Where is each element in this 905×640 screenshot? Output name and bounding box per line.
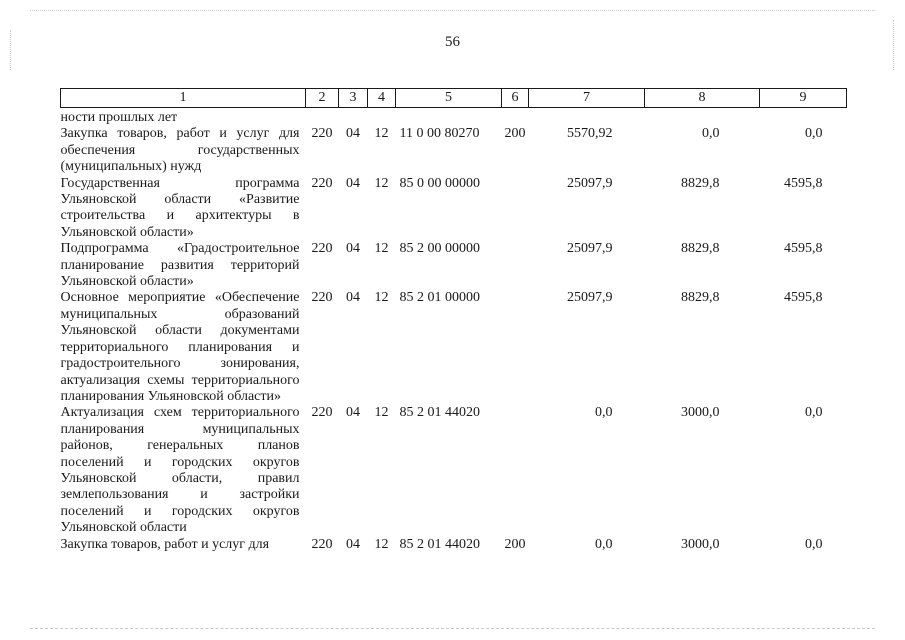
row-amount-year-2: 8829,8 [681,175,720,191]
row-code-target [396,108,502,127]
row-amount-year-1: 25097,9 [567,241,613,257]
row-code-section: 04 [346,290,360,306]
row-code-section: 04 [346,536,360,552]
row-amount-year-3: 4595,8 [784,175,823,191]
row-code-subsection: 12 [374,405,389,421]
row-amount-year-2: 8829,8 [681,290,720,306]
row-code-section: 04 [346,241,360,257]
row-code-subsection: 12 [374,290,389,306]
row-amount-year-1: 25097,9 [567,290,613,306]
row-code-ministry: 220 [311,126,333,142]
row-name: Актуализация схем территориального планирования муниципальных районов, генеральных планов поселений и городских округов Ульяновской области, правил землепользования и застройки поселений и городских округов Ульяновской области [60,405,300,536]
table-row [61,537,847,553]
column-header-8: 8 [645,89,760,108]
column-header-5: 5 [396,89,502,108]
row-amount-year-1: 0,0 [595,405,613,421]
row-code-expense-type [502,241,529,290]
row-code-subsection: 12 [374,536,389,552]
row-name: Закупка товаров, работ и услуг для [60,536,270,552]
column-header-4: 4 [368,89,396,108]
row-amount-year-1: 25097,9 [567,175,613,191]
row-amount-year-3: 0,0 [805,536,823,552]
row-amount-year-3 [760,108,847,127]
row-amount-year-2: 8829,8 [681,241,720,257]
row-name: Подпрограмма «Градостроительное планирование развития территорий Ульяновской области» [60,241,300,290]
row-amount-year-3: 4595,8 [784,241,823,257]
row-code-expense-type [502,176,529,242]
row-code-section: 04 [346,405,360,421]
row-amount-year-2: 3000,0 [681,405,720,421]
column-header-3: 3 [339,89,368,108]
row-name: ности прошлых лет [60,110,178,125]
row-code-target: 85 2 01 44020 [399,536,480,552]
column-header-7: 7 [529,89,645,108]
row-code-ministry: 220 [311,405,333,421]
row-name: Основное мероприятие «Обеспечение муниципальных образований Ульяновской области документами территориального планирования и градостроительного зонирования, актуализация схемы территориального планирования Ульяновской области» [60,290,300,404]
row-code-ministry: 220 [311,290,333,306]
column-header-9: 9 [760,89,847,108]
scan-edge-bottom [30,628,875,629]
row-code-section: 04 [346,126,360,142]
table-row [61,176,847,242]
row-code-ministry [306,108,339,127]
row-amount-year-2 [645,108,760,127]
row-code-expense-type [502,108,529,127]
row-code-target: 85 2 01 44020 [399,405,480,421]
row-code-ministry: 220 [311,175,333,191]
header-row [61,89,847,108]
row-amount-year-1: 5570,92 [567,126,613,142]
table-row [61,108,847,127]
table-row [61,126,847,175]
table-row [61,290,847,405]
row-amount-year-1 [529,108,645,127]
row-amount-year-3: 0,0 [805,405,823,421]
row-code-ministry: 220 [311,536,333,552]
row-code-expense-type [502,405,529,536]
row-amount-year-3: 4595,8 [784,290,823,306]
row-code-section: 04 [346,175,360,191]
row-code-expense-type [502,290,529,405]
row-code-ministry: 220 [311,241,333,257]
row-amount-year-1: 0,0 [595,536,613,552]
table-row [61,241,847,290]
row-code-target: 85 2 01 00000 [399,290,480,306]
row-code-subsection: 12 [374,241,389,257]
budget-table [60,88,847,553]
row-code-target: 11 0 00 80270 [399,126,480,142]
row-code-target: 85 2 00 00000 [399,241,480,257]
row-name: Закупка товаров, работ и услуг для обеспечения государственных (муниципальных) нужд [60,126,300,175]
row-code-subsection: 12 [374,126,389,142]
row-code-target: 85 0 00 00000 [399,175,480,191]
row-amount-year-2: 3000,0 [681,536,720,552]
row-name: Государственная программа Ульяновской области «Развитие строительства и архитектуры в Ульяновской области» [60,175,300,240]
row-amount-year-3: 0,0 [805,126,823,142]
table-row [61,405,847,536]
row-code-expense-type: 200 [504,536,526,552]
scan-edge-top [30,10,875,11]
column-header-6: 6 [502,89,529,108]
column-header-2: 2 [306,89,339,108]
row-code-subsection [368,108,396,127]
row-code-section [339,108,368,127]
column-header-1: 1 [61,89,306,108]
page-number: 56 [445,34,460,50]
row-code-subsection: 12 [374,175,389,191]
row-code-expense-type: 200 [504,126,526,142]
row-amount-year-2: 0,0 [702,126,720,142]
